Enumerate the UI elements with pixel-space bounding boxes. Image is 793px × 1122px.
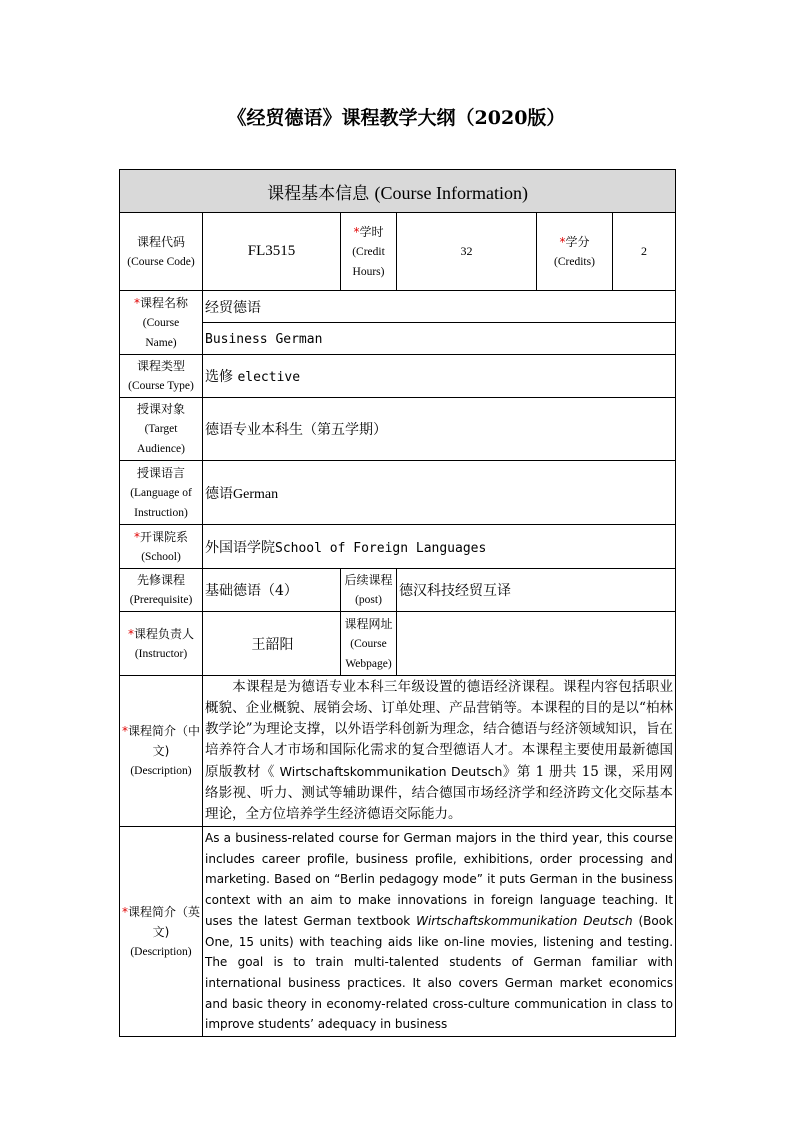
webpage-value bbox=[397, 612, 676, 676]
credits-label: *学分 (Credits) bbox=[537, 213, 613, 291]
post-value: 德汉科技经贸互译 bbox=[397, 569, 676, 612]
hours-value: 32 bbox=[397, 213, 537, 291]
desc-cn-row bbox=[120, 676, 676, 827]
name-row bbox=[120, 291, 676, 323]
desc-en-label: *课程简介（英 文) (Description) bbox=[120, 827, 203, 1037]
table-header-row bbox=[120, 170, 676, 213]
language-row bbox=[120, 461, 676, 525]
school-row bbox=[120, 525, 676, 569]
header-en: (Course Information) bbox=[374, 182, 528, 203]
code-value: FL3515 bbox=[203, 213, 341, 291]
type-label: 课程类型 (Course Type) bbox=[120, 355, 203, 398]
instructor-value: 王韶阳 bbox=[203, 612, 341, 676]
type-value: 选修 elective bbox=[203, 355, 676, 398]
page-title: 《经贸德语》课程教学大纲（2020版） bbox=[227, 107, 566, 129]
course-info-table bbox=[119, 169, 676, 1037]
instructor-row bbox=[120, 612, 676, 676]
hours-label: *学时 (Credit Hours) bbox=[341, 213, 397, 291]
school-label: *开课院系 (School) bbox=[120, 525, 203, 569]
school-value: 外国语学院School of Foreign Languages bbox=[203, 525, 676, 569]
desc-cn-label: *课程简介（中 文) (Description) bbox=[120, 676, 203, 827]
header-cn: 课程基本信息 bbox=[267, 183, 370, 204]
name-label: *课程名称 (Course Name) bbox=[120, 291, 203, 355]
name-value-cn: 经贸德语 bbox=[203, 291, 676, 323]
name-row-en bbox=[120, 323, 676, 355]
credits-value: 2 bbox=[613, 213, 676, 291]
desc-en-row bbox=[120, 827, 676, 1037]
desc-cn-text: 本课程是为德语专业本科三年级设置的德语经济课程。课程内容包括职业概貌、企业概貌、展销会场、订单处理、产品营销等。本课程的目的是以“柏林教学论”为理论支撑，以外语学科创新为理念，结合德语与经济领域知识，旨在培养符合人才市场和国际化需求的复合型德语人才。本课程主要使用最新德国原版教材《 Wirtschaftskommunikation Deutsch》第 1 册共 15 课，采用网络影视、听力、测试等辅助课件，结合德国市场经济学和经济跨文化交际基本理论，全方位培养学生经济德语交际能力。 bbox=[203, 676, 676, 827]
instructor-label: *课程负责人 (Instructor) bbox=[120, 612, 203, 676]
prereq-value: 基础德语（4） bbox=[203, 569, 341, 612]
audience-row bbox=[120, 398, 676, 461]
type-row bbox=[120, 355, 676, 398]
post-label: 后续课程 (post) bbox=[341, 569, 397, 612]
code-row bbox=[120, 213, 676, 291]
audience-label: 授课对象 (Target Audience) bbox=[120, 398, 203, 461]
code-label: 课程代码 (Course Code) bbox=[120, 213, 203, 291]
prereq-row bbox=[120, 569, 676, 612]
language-label: 授课语言 (Language of Instruction) bbox=[120, 461, 203, 525]
prereq-label: 先修课程 (Prerequisite) bbox=[120, 569, 203, 612]
language-value: 德语German bbox=[203, 461, 676, 525]
desc-en-text: As a business-related course for German majors in the third year, this course includes career profile, business profile, exhibitions, order processing and marketing. Based on “Berlin pedagogy mode” it puts German in the business context with an aim to make innovations in foreign language teaching. It uses the latest German textbook Wirtschaftskommunikation Deutsch (Book One, 15 units) with teaching aids like on-line movies, listening and testing. The goal is to train multi-talented students of German familiar with international business practices. It also covers German market economics and basic theory in economy-related cross-culture communication in class to improve students’ adequacy in business bbox=[203, 827, 676, 1037]
table-header bbox=[120, 170, 676, 213]
webpage-label: 课程网址 (Course Webpage) bbox=[341, 612, 397, 676]
audience-value: 德语专业本科生（第五学期） bbox=[203, 398, 676, 461]
name-value-en: Business German bbox=[203, 323, 676, 355]
